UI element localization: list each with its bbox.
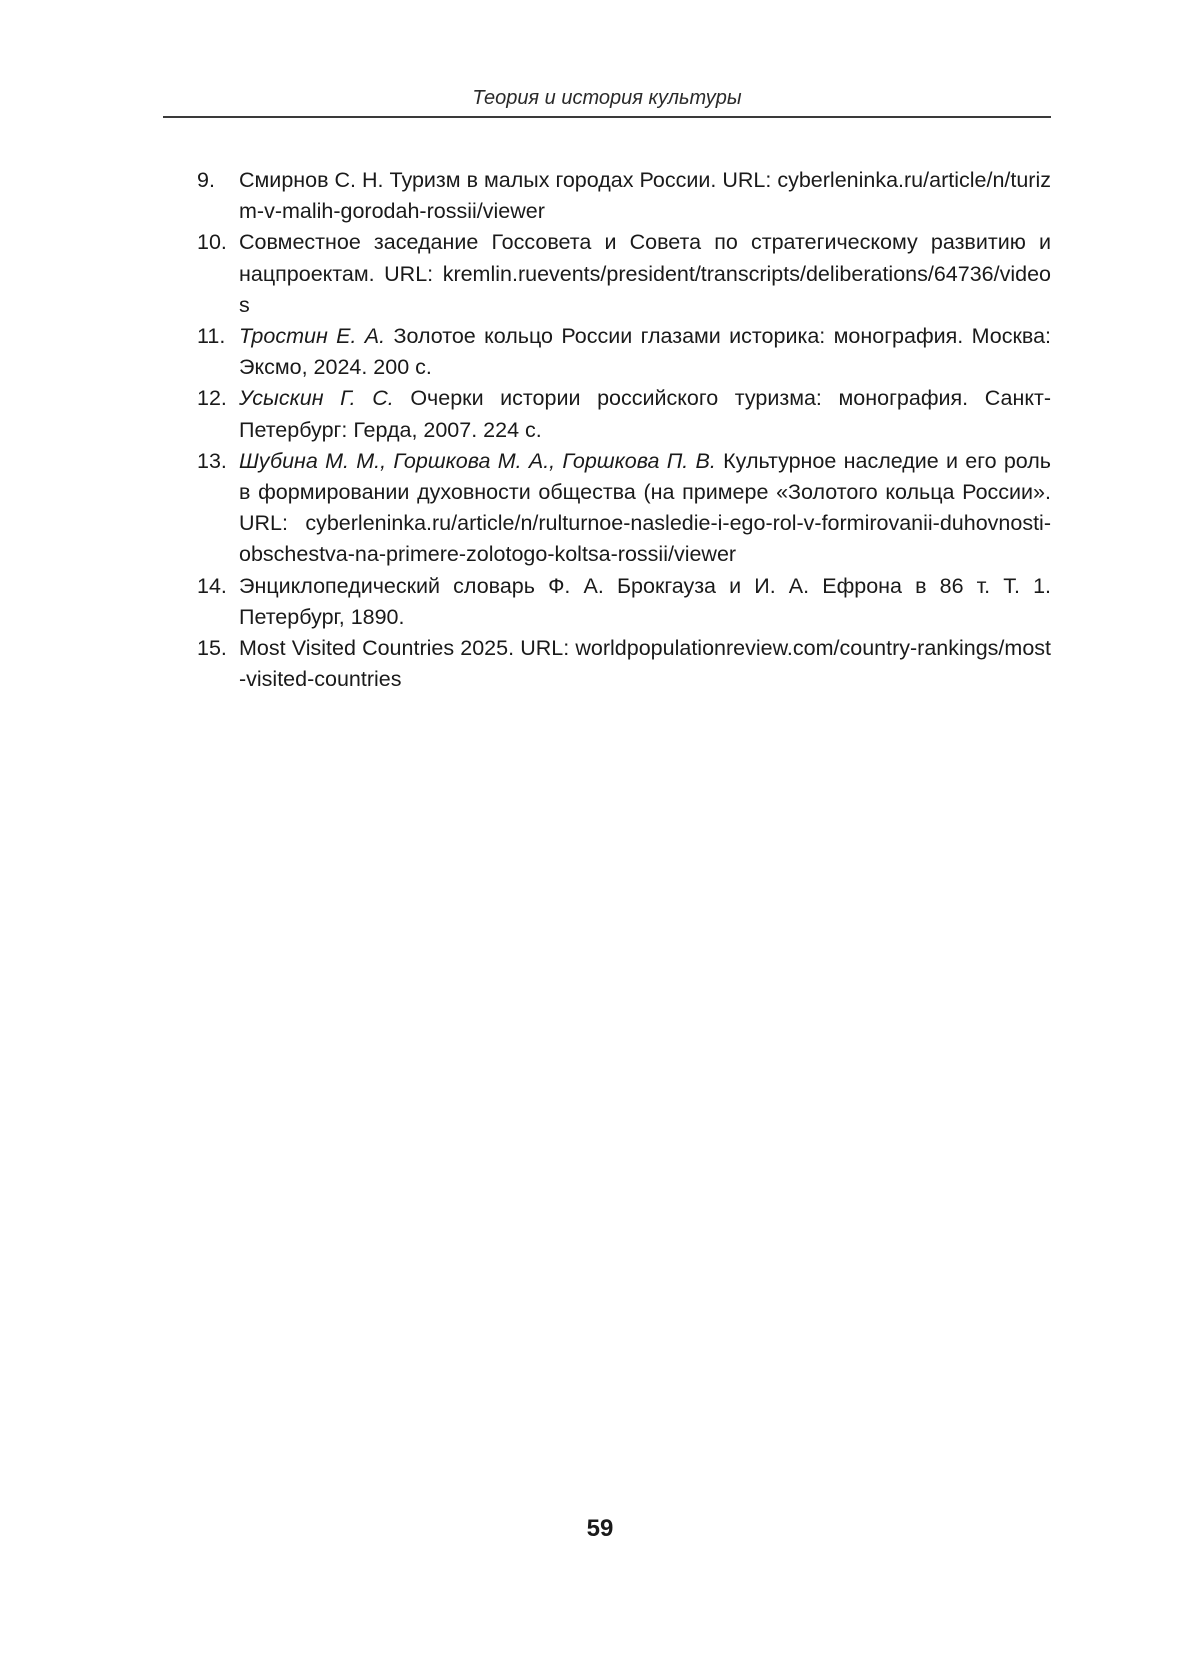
reference-text: Золотое кольцо России глазами историка: монография. Москва: Эксмо, 2024. 200 с. [239, 324, 1051, 380]
reference-text: Очерки истории российского туризма: монография. Санкт-Петербург: Герда, 2007. 224 с. [239, 386, 1051, 442]
reference-text: Культурное наследие и его роль в формировании духовности общества (на примере «Золотого кольца России». URL: [239, 448, 1052, 536]
reference-url: cyberleninka.ru/article/n/turizm-v-malih-gorodah-rossii/viewer [239, 168, 1051, 224]
reference-url: kremlin.ruevents/president/transcripts/deliberations/64736/videos [239, 261, 1051, 317]
reference-number: 10. [197, 230, 227, 255]
reference-list [163, 165, 1051, 695]
reference-item-12 [163, 383, 1051, 445]
reference-text: Most Visited Countries 2025. URL: [239, 636, 576, 661]
reference-url: cyberleninka.ru/article/n/rulturnoe-nasledie-i-ego-rol-v-formirovanii-duhovnosti-obschestva-na-primere-zolotogo-koltsa-rossii/viewer [239, 511, 1051, 567]
reference-author: Усыскин Г. С. [239, 386, 394, 411]
reference-url: worldpopulationreview.com/country-rankings/most-visited-countries [239, 636, 1051, 692]
reference-number: 9. [197, 168, 215, 192]
reference-item-14 [163, 571, 1051, 633]
reference-number: 14. [197, 573, 227, 598]
reference-item-11 [163, 321, 1051, 383]
reference-item-15 [163, 633, 1051, 695]
reference-number: 11. [197, 324, 226, 349]
reference-author: Шубина М. М., Горшкова М. А., Горшкова П. В. [239, 448, 716, 473]
reference-author: Тростин Е. А. [239, 324, 386, 349]
reference-text: Совместное заседание Госсовета и Совета по стратегическому развитию и нацпроектам. URL: [239, 230, 1051, 286]
reference-number: 12. [197, 386, 227, 411]
page-number: 59 [586, 1515, 614, 1542]
reference-item-13 [163, 446, 1051, 571]
reference-item-10 [163, 227, 1051, 321]
reference-item-9 [163, 165, 1051, 227]
reference-text: Энциклопедический словарь Ф. А. Брокгауза и И. А. Ефрона в 86 т. Т. 1. Петербург, 1890. [239, 573, 1051, 629]
reference-number: 15. [197, 636, 227, 661]
reference-number: 13. [197, 448, 227, 473]
running-header: Теория и история культуры [472, 87, 742, 109]
header-rule [163, 116, 1051, 118]
reference-text: Смирнов С. Н. Туризм в малых городах России. URL: [239, 168, 778, 192]
